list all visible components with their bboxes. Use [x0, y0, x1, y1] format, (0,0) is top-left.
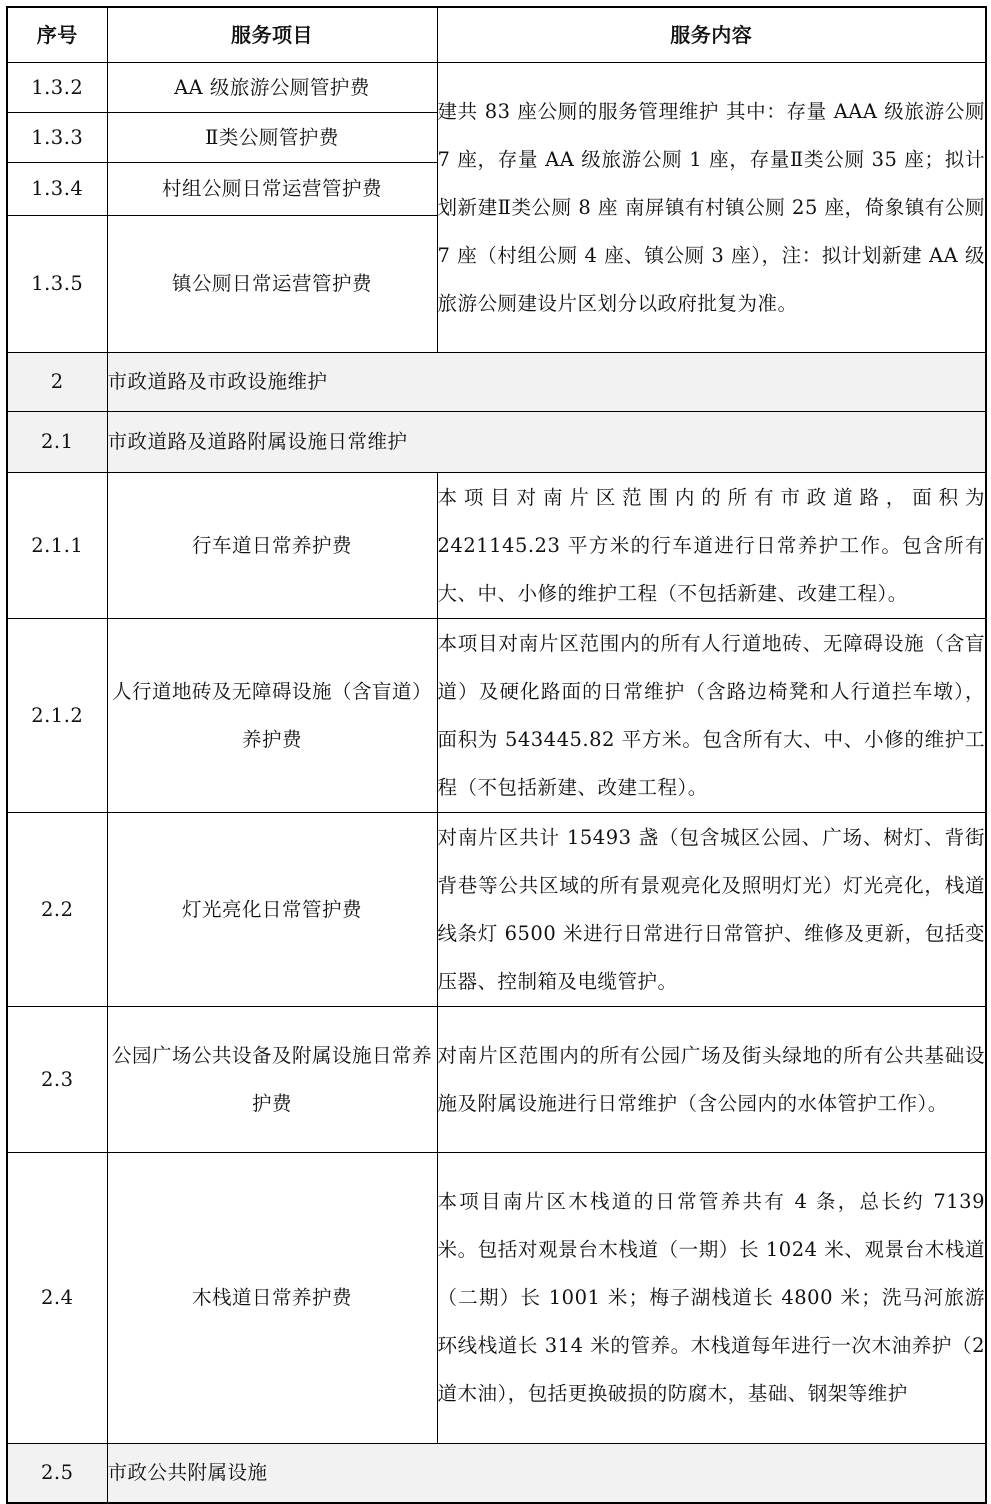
- row-item: 人行道地砖及无障碍设施（含盲道）养护费: [107, 619, 437, 813]
- section-title: 市政道路及道路附属设施日常维护: [107, 412, 986, 473]
- header-item: 服务项目: [107, 7, 437, 63]
- row-no: 1.3.2: [7, 63, 107, 113]
- row-no: 2.3: [7, 1007, 107, 1153]
- table-row: [7, 63, 986, 113]
- row-item: 镇公厕日常运营管护费: [107, 216, 437, 353]
- row-no: 2.4: [7, 1153, 107, 1444]
- header-content: 服务内容: [437, 7, 986, 63]
- table-row: [7, 813, 986, 1007]
- row-no: 2.2: [7, 813, 107, 1007]
- row-item: Ⅱ类公厕管护费: [107, 113, 437, 163]
- row-item: 行车道日常养护费: [107, 473, 437, 619]
- row-item: 公园广场公共设备及附属设施日常养护费: [107, 1007, 437, 1153]
- row-item: AA 级旅游公厕管护费: [107, 63, 437, 113]
- row-item: 村组公厕日常运营管护费: [107, 163, 437, 216]
- row-no: 2.1: [7, 412, 107, 473]
- row-content: 对南片区共计 15493 盏（包含城区公园、广场、树灯、背街背巷等公共区域的所有景观亮化及照明灯光）灯光亮化，栈道线条灯 6500 米进行日常进行日常管护、维修及更新，包括变压器、控制箱及电缆管护。: [437, 813, 986, 1007]
- section-title: 市政道路及市政设施维护: [107, 353, 986, 412]
- row-no: 1.3.4: [7, 163, 107, 216]
- section-row: [7, 353, 986, 412]
- table-header-row: [7, 7, 986, 63]
- row-no: 2: [7, 353, 107, 412]
- row-item: 木栈道日常养护费: [107, 1153, 437, 1444]
- service-table: [6, 6, 987, 1504]
- section-title: 市政公共附属设施: [107, 1444, 986, 1504]
- section-row: [7, 412, 986, 473]
- merged-content-1-3: 建共 83 座公厕的服务管理维护 其中：存量 AAA 级旅游公厕 7 座，存量 AA 级旅游公厕 1 座，存量Ⅱ类公厕 35 座；拟计划新建Ⅱ类公厕 8 座 南屏镇有村镇公厕 25 座，倚象镇有公厕 7 座（村组公厕 4 座、镇公厕 3 座），注：拟计划新建 AA 级旅游公厕建设片区划分以政府批复为准。: [437, 63, 986, 353]
- table-row: [7, 1007, 986, 1153]
- table-row: [7, 473, 986, 619]
- row-content: 对南片区范围内的所有公园广场及街头绿地的所有公共基础设施及附属设施进行日常维护（含公园内的水体管护工作）。: [437, 1007, 986, 1153]
- section-row: [7, 1444, 986, 1504]
- row-no: 2.1.2: [7, 619, 107, 813]
- table-row: [7, 619, 986, 813]
- row-content: 本项目对南片区范围内的所有市政道路，面积为 2421145.23 平方米的行车道进行日常养护工作。包含所有大、中、小修的维护工程（不包括新建、改建工程）。: [437, 473, 986, 619]
- row-content: 本项目对南片区范围内的所有人行道地砖、无障碍设施（含盲道）及硬化路面的日常维护（含路边椅凳和人行道拦车墩），面积为 543445.82 平方米。包含所有大、中、小修的维护工程（不包括新建、改建工程）。: [437, 619, 986, 813]
- row-content: 本项目南片区木栈道的日常管养共有 4 条，总长约 7139 米。包括对观景台木栈道（一期）长 1024 米、观景台木栈道（二期）长 1001 米；梅子湖栈道长 4800 米；洗马河旅游环线栈道长 314 米的管养。木栈道每年进行一次木油养护（2 道木油），包括更换破损的防腐木，基础、钢架等维护: [437, 1153, 986, 1444]
- table-row: [7, 1153, 986, 1444]
- header-no: 序号: [7, 7, 107, 63]
- row-item: 灯光亮化日常管护费: [107, 813, 437, 1007]
- row-no: 1.3.3: [7, 113, 107, 163]
- row-no: 2.1.1: [7, 473, 107, 619]
- row-no: 1.3.5: [7, 216, 107, 353]
- row-no: 2.5: [7, 1444, 107, 1504]
